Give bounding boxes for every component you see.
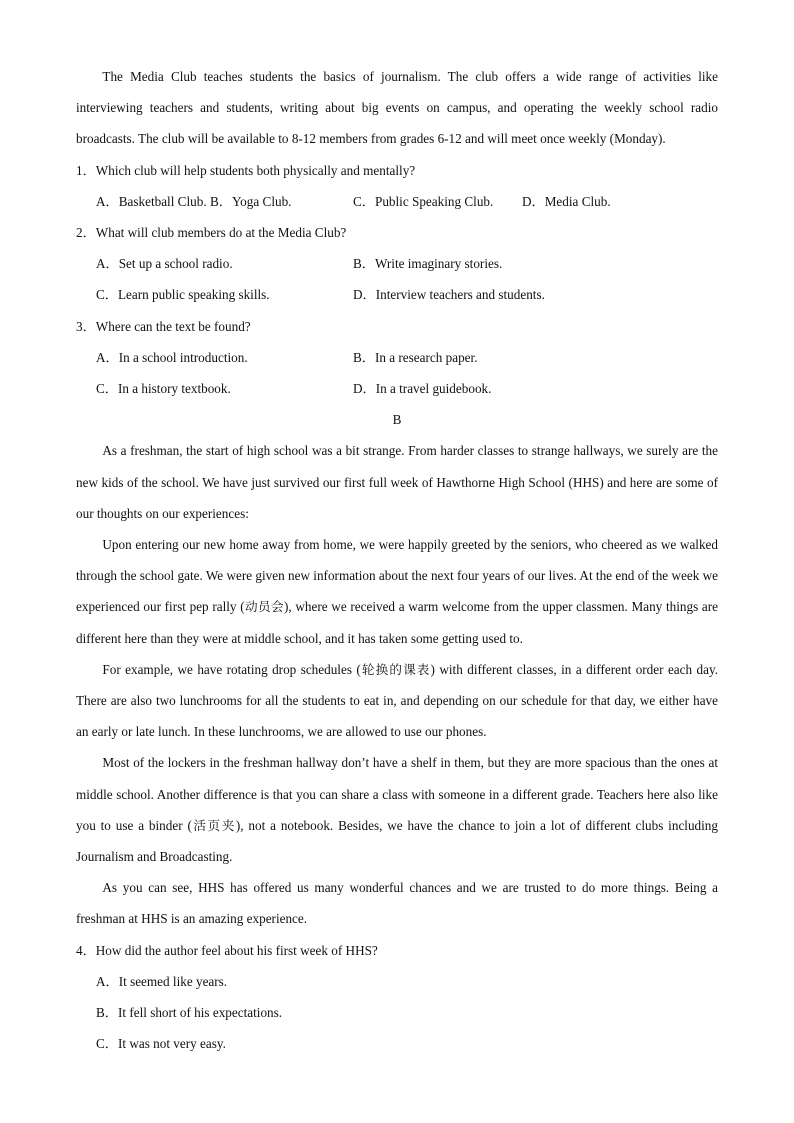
question-1-stem: Which club will help students both physically and mentally? (95, 162, 416, 178)
passage-b-paragraph-2-gloss: 动员会 (244, 599, 284, 615)
question-4-option-c-row (76, 1028, 718, 1059)
question-3-stem: Where can the text be found? (95, 318, 251, 334)
question-4-option-b-row (76, 997, 718, 1028)
question-3-option-a[interactable]: A．In a school introduction. (96, 349, 248, 365)
passage-b-paragraph-2 (76, 529, 718, 654)
question-2-stem: What will club members do at the Media Club? (95, 224, 347, 240)
question-4-option-c[interactable]: C．It was not very easy. (96, 1036, 226, 1052)
question-4 (76, 935, 718, 966)
passage-b-paragraph-4-gloss: 活页夹 (191, 817, 236, 833)
passage-b-paragraph-4-part-2: ), not a notebook. Besides, we have the chance to join a lot of different clubs including Journalism and Broadcasting. (76, 817, 718, 864)
question-1-option-b[interactable]: B．Yoga Club. (210, 193, 292, 209)
question-3-options-row-1 (76, 342, 718, 373)
passage-b-paragraph-4-part-1: Most of the lockers in the freshman hallway don’t have a shelf in them, but they are more spacious than the ones at middle school. Another difference is that you can share a class with someone in a different grade. Teachers here also like you to use a binder ( (76, 755, 718, 833)
passage-b-paragraph-3-gloss: 轮换的课表 (360, 661, 431, 677)
passage-b-paragraph-2-part-1: Upon entering our new home away from home, we were happily greeted by the seniors, who cheered as we walked through the school gate. We were given new information about the next four years of our lives. At the end of the week we experienced our first pep rally ( (76, 536, 718, 615)
question-3-options-row-2 (76, 373, 718, 404)
question-3-option-c[interactable]: C．In a history textbook. (96, 380, 231, 396)
passage-b-paragraph-3 (76, 654, 718, 748)
question-3-number: 3． (76, 318, 96, 334)
question-1-option-a[interactable]: A．Basketball Club. (96, 193, 207, 209)
question-2-options-row-1 (76, 248, 718, 279)
question-1-number: 1． (76, 162, 96, 178)
passage-b-paragraph-5: As you can see, HHS has offered us many wonderful chances and we are trusted to do more things. Being a freshman at HHS is an amazing experience. (76, 880, 718, 927)
question-2-options-row-2 (76, 279, 718, 310)
question-1-option-d[interactable]: D．Media Club. (522, 193, 611, 209)
question-1-options (76, 186, 718, 217)
document-content (76, 61, 718, 1059)
passage-b-paragraph-2-part-2: ), where we received a warm welcome from the upper classmen. Many things are different here than they were at middle school, and it has taken some getting used to. (76, 599, 718, 646)
question-4-option-a-row (76, 966, 718, 997)
section-b-title: B (392, 412, 402, 428)
question-3-option-d[interactable]: D．In a travel guidebook. (353, 380, 492, 396)
question-3-option-b[interactable]: B．In a research paper. (353, 349, 478, 365)
question-2-option-b[interactable]: B．Write imaginary stories. (353, 256, 503, 272)
passage-b-paragraph-4 (76, 747, 718, 872)
question-2-option-a[interactable]: A．Set up a school radio. (96, 256, 233, 272)
passage-b-paragraph-3-part-2: ) with different classes, in a different order each day. There are also two lunchrooms for all the students to eat in, and depending on our schedule for that day, we either have an early or late lunch. In these lunchrooms, we are allowed to use our phones. (76, 661, 718, 740)
passage-b-paragraph-1: As a freshman, the start of high school was a bit strange. From harder classes to strange hallways, we surely are the new kids of the school. We have just survived our first full week of Hawthorne High School (HHS) and here are some of our thoughts on our experiences: (76, 443, 718, 521)
question-2 (76, 217, 718, 248)
question-4-option-a[interactable]: A．It seemed like years. (96, 973, 228, 989)
question-2-option-d[interactable]: D．Interview teachers and students. (353, 287, 545, 303)
question-1 (76, 155, 718, 186)
question-2-option-c[interactable]: C．Learn public speaking skills. (96, 287, 270, 303)
question-1-option-c[interactable]: C．Public Speaking Club. (353, 193, 494, 209)
question-4-option-b[interactable]: B．It fell short of his expectations. (96, 1004, 283, 1020)
question-2-number: 2． (76, 224, 96, 240)
passage-b-paragraph-3-part-1: For example, we have rotating drop schedules ( (102, 661, 361, 677)
question-3 (76, 311, 718, 342)
question-4-stem: How did the author feel about his first week of HHS? (95, 942, 378, 958)
passage-a-paragraph-media-club: The Media Club teaches students the basics of journalism. The club offers a wide range of activities like interviewing teachers and students, writing about big events on campus, and operating the weekly school radio broadcasts. The club will be available to 8-12 members from grades 6-12 and will meet once weekly (Monday). (76, 69, 718, 147)
question-4-number: 4． (76, 942, 96, 958)
